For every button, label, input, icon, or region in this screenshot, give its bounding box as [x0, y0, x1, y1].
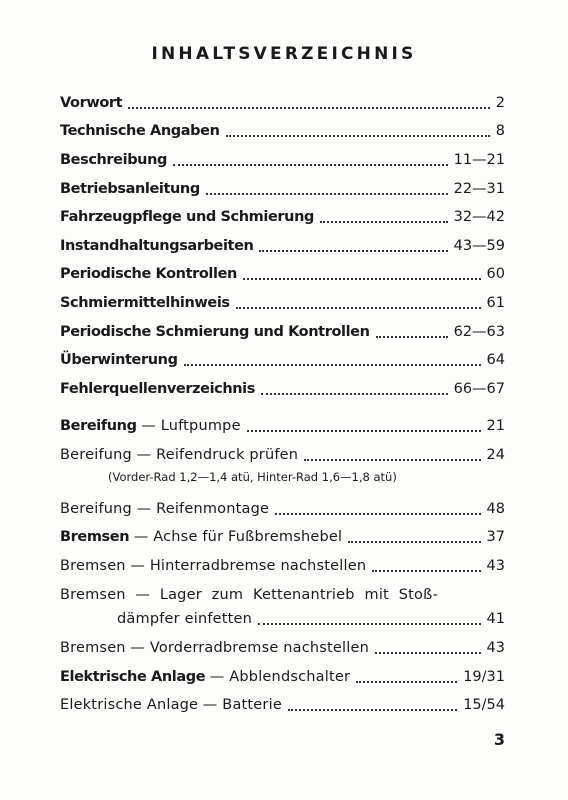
leader-dots — [206, 193, 448, 195]
leader-dots — [348, 541, 480, 543]
entry-text: — Batterie — [202, 697, 282, 713]
tire-pressure-note: (Vorder-Rad 1,2—1,4 atü, Hinter-Rad 1,6—1,8 atü) — [108, 470, 397, 484]
entry-text: — Reifendruck prüfen — [136, 447, 299, 463]
leader-dots — [372, 570, 480, 572]
leader-dots — [243, 278, 481, 280]
entry-title: Fahrzeugpflege und Schmierung — [60, 209, 314, 225]
toc-entry — [60, 290, 505, 312]
leader-dots — [259, 250, 447, 252]
entry-text: — Achse für Fußbremshebel — [133, 529, 343, 545]
leader-dots — [247, 430, 481, 432]
leader-dots — [375, 652, 481, 654]
toc-entry — [60, 147, 505, 169]
entry-head: Elektrische Anlage — [60, 697, 199, 713]
toc-entry — [60, 204, 505, 226]
leader-dots — [226, 135, 490, 137]
entry-page: 64 — [486, 352, 505, 368]
entry-title: Vorwort — [60, 95, 123, 111]
index-entry — [60, 442, 505, 464]
entry-head: Bremsen — [60, 529, 130, 545]
entry-head: Bremsen — [60, 587, 126, 603]
entry-page: 43 — [486, 558, 505, 574]
leader-dots — [128, 107, 490, 109]
leader-dots — [258, 623, 480, 625]
entry-page: 22—31 — [453, 181, 505, 197]
entry-head: Bremsen — [60, 558, 126, 574]
entry-head: Bereifung — [60, 447, 132, 463]
entry-text: dämpfer einfetten — [117, 611, 253, 627]
entry-title: Technische Angaben — [60, 123, 220, 139]
page-number: 3 — [493, 730, 505, 749]
index-entry — [60, 496, 505, 518]
index-entry — [60, 692, 505, 714]
entry-head: Bremsen — [60, 640, 126, 656]
toc-entry — [60, 90, 505, 112]
entry-page: 60 — [486, 266, 505, 282]
entry-page: 43—59 — [453, 238, 505, 254]
entry-page: 48 — [486, 501, 505, 517]
entry-title: Beschreibung — [60, 152, 167, 168]
entry-page: 2 — [495, 95, 505, 111]
entry-title: Periodische Kontrollen — [60, 266, 237, 282]
entry-text: — Luftpumpe — [141, 418, 241, 434]
index-entry — [60, 524, 505, 546]
toc-entry — [60, 376, 505, 398]
entry-page: 43 — [486, 640, 505, 656]
entry-text: — Vorderradbremse nachstellen — [130, 640, 370, 656]
entry-page: 66—67 — [453, 381, 505, 397]
entry-text: — Abblendschalter — [209, 669, 351, 685]
entry-page: 24 — [486, 447, 505, 463]
entry-title: Schmiermittelhinweis — [60, 295, 230, 311]
entry-title: Betriebsanleitung — [60, 181, 200, 197]
entry-title: Fehlerquellenverzeichnis — [60, 381, 255, 397]
entry-text: — Hinterradbremse nachstellen — [130, 558, 367, 574]
index-entry — [60, 413, 505, 435]
entry-page: 41 — [486, 611, 505, 627]
entry-page: 32—42 — [453, 209, 505, 225]
index-entry — [60, 635, 505, 657]
toc-entry — [60, 233, 505, 255]
entry-page: 21 — [486, 418, 505, 434]
entry-page: 62—63 — [453, 324, 505, 340]
entry-title: Periodische Schmierung und Kontrollen — [60, 324, 370, 340]
entry-page: 19/31 — [463, 669, 505, 685]
entry-page: 11—21 — [453, 152, 505, 168]
leader-dots — [275, 513, 480, 515]
leader-dots — [261, 393, 448, 395]
entry-head: Bereifung — [60, 501, 132, 517]
index-entry — [60, 664, 505, 686]
leader-dots — [288, 709, 457, 711]
entry-head: Bereifung — [60, 418, 137, 434]
entry-page: 61 — [486, 295, 505, 311]
leader-dots — [356, 681, 457, 683]
leader-dots — [320, 221, 448, 223]
index-entry-continued — [60, 606, 505, 628]
leader-dots — [304, 459, 480, 461]
leader-dots — [184, 364, 481, 366]
entry-text: — Reifenmontage — [136, 501, 270, 517]
entry-head: Elektrische Anlage — [60, 669, 206, 685]
entry-title: Überwinterung — [60, 352, 178, 368]
entry-page: 8 — [495, 123, 505, 139]
page-title: INHALTSVERZEICHNIS — [151, 44, 417, 64]
entry-page: 15/54 — [463, 697, 505, 713]
toc-entry — [60, 176, 505, 198]
entry-title: Instandhaltungsarbeiten — [60, 238, 254, 254]
index-entry — [60, 582, 505, 604]
entry-page: 37 — [486, 529, 505, 545]
leader-dots — [236, 307, 481, 309]
entry-text: — Lager zum Kettenantrieb mit Stoß- — [135, 587, 439, 603]
toc-entry — [60, 319, 505, 341]
leader-dots — [376, 336, 448, 338]
leader-dots — [173, 164, 448, 166]
toc-entry — [60, 261, 505, 283]
toc-entry — [60, 118, 505, 140]
toc-entry — [60, 347, 505, 369]
index-entry — [60, 553, 505, 575]
